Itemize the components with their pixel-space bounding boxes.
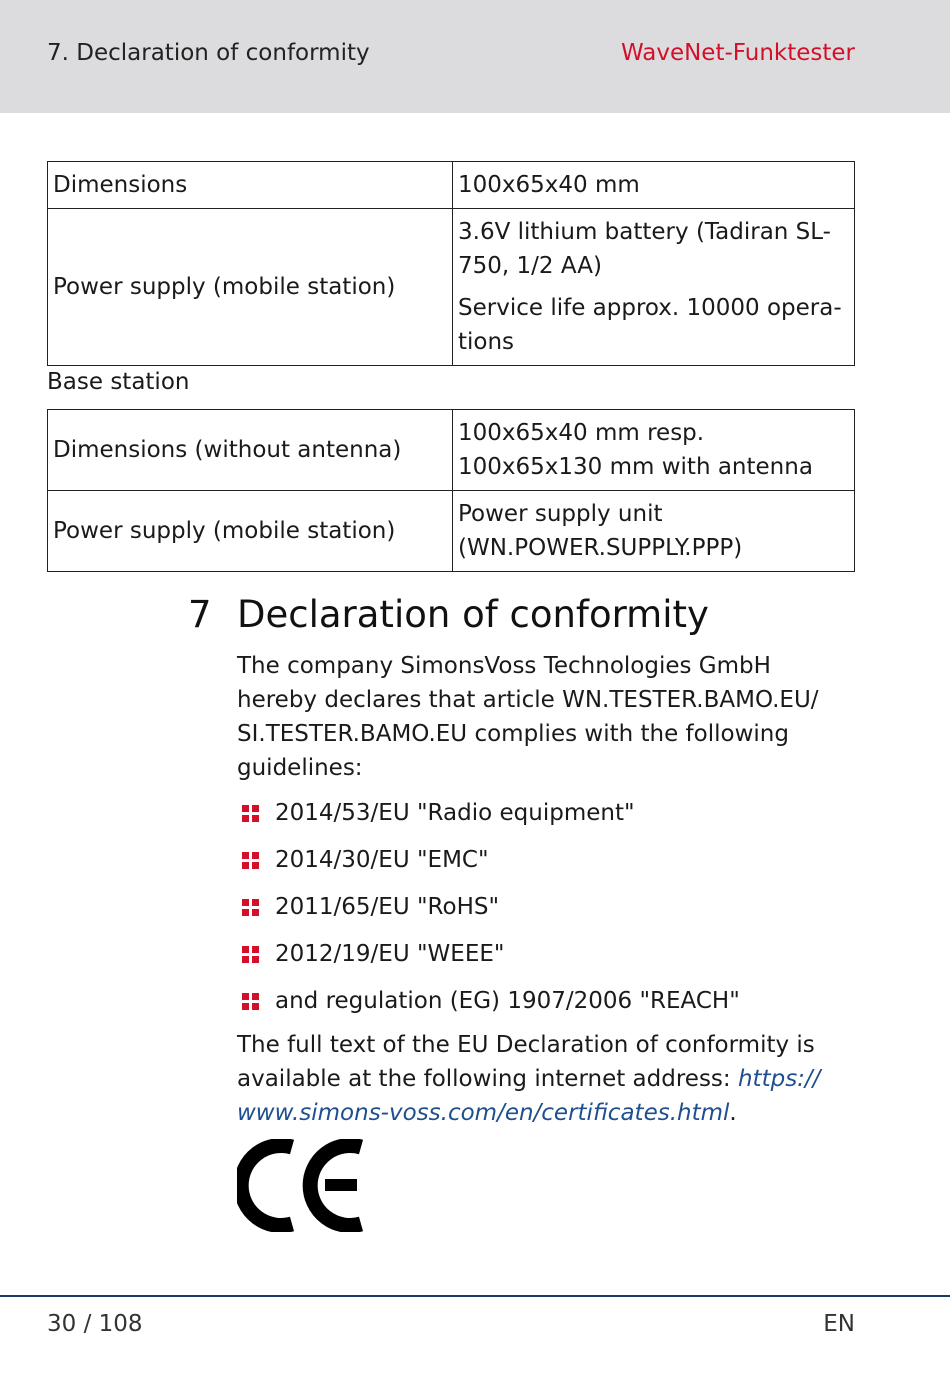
page-header	[0, 0, 950, 113]
table-cell-value: 100x65x40 mm resp. 100x65x130 mm with antenna	[453, 410, 855, 491]
table-row	[48, 491, 855, 572]
section-number: 7	[188, 593, 212, 636]
list-item	[237, 937, 857, 984]
table-cell-value: Power supply unit (WN.POWER.SUPPLY.PPP)	[453, 491, 855, 572]
list-item	[237, 796, 857, 843]
section-title: Declaration of conformity	[237, 593, 709, 636]
product-name: WaveNet-Funktester	[620, 40, 855, 66]
list-item	[237, 984, 857, 1031]
footer-divider	[0, 1295, 950, 1297]
page-number: 30 / 108	[47, 1311, 143, 1337]
table-cell-value	[453, 209, 855, 366]
table-row	[48, 162, 855, 209]
list-item-text: 2014/30/EU "EMC"	[275, 847, 489, 873]
list-item-text: 2014/53/EU "Radio equipment"	[275, 800, 635, 826]
outro-text: The full text of the EU Declaration of conformity is available at the following internet address:	[237, 1032, 815, 1092]
bullet-icon	[242, 946, 259, 963]
outro-paragraph	[237, 1028, 837, 1130]
bullet-icon	[242, 899, 259, 916]
list-item-text: 2011/65/EU "RoHS"	[275, 894, 500, 920]
bullet-icon	[242, 993, 259, 1010]
table-cell-label: Power supply (mobile station)	[48, 209, 453, 366]
table-cell-value: 100x65x40 mm	[453, 162, 855, 209]
base-station-heading: Base station	[47, 369, 190, 395]
list-item	[237, 843, 857, 890]
certificates-link[interactable]: https:// www.simons-voss.com/en/certificates.html	[237, 1066, 821, 1126]
table-cell-label: Dimensions (without antenna)	[48, 410, 453, 491]
guidelines-list	[237, 796, 857, 1031]
intro-paragraph: The company SimonsVoss Technologies GmbH hereby declares that article WN.TESTER.BAMO.EU/ SI.TESTER.BAMO.EU complies with the following guidelines:	[237, 653, 819, 781]
list-item-text: 2012/19/EU "WEEE"	[275, 941, 505, 967]
base-station-table	[47, 409, 855, 572]
value-line: Service life approx. 10000 opera-tions	[458, 295, 842, 355]
list-item	[237, 890, 857, 937]
ce-mark-icon	[237, 1139, 367, 1232]
table-cell-label: Power supply (mobile station)	[48, 491, 453, 572]
table-row	[48, 209, 855, 366]
outro-end: .	[729, 1100, 737, 1126]
chapter-title: 7. Declaration of conformity	[47, 40, 370, 66]
bullet-icon	[242, 852, 259, 869]
table-cell-label: Dimensions	[48, 162, 453, 209]
list-item-text: and regulation (EG) 1907/2006 "REACH"	[275, 988, 740, 1014]
table-row	[48, 410, 855, 491]
mobile-station-table	[47, 161, 855, 366]
language-code: EN	[823, 1311, 855, 1337]
bullet-icon	[242, 805, 259, 822]
value-line: 3.6V lithium battery (Tadiran SL-750, 1/2 AA)	[458, 219, 831, 279]
